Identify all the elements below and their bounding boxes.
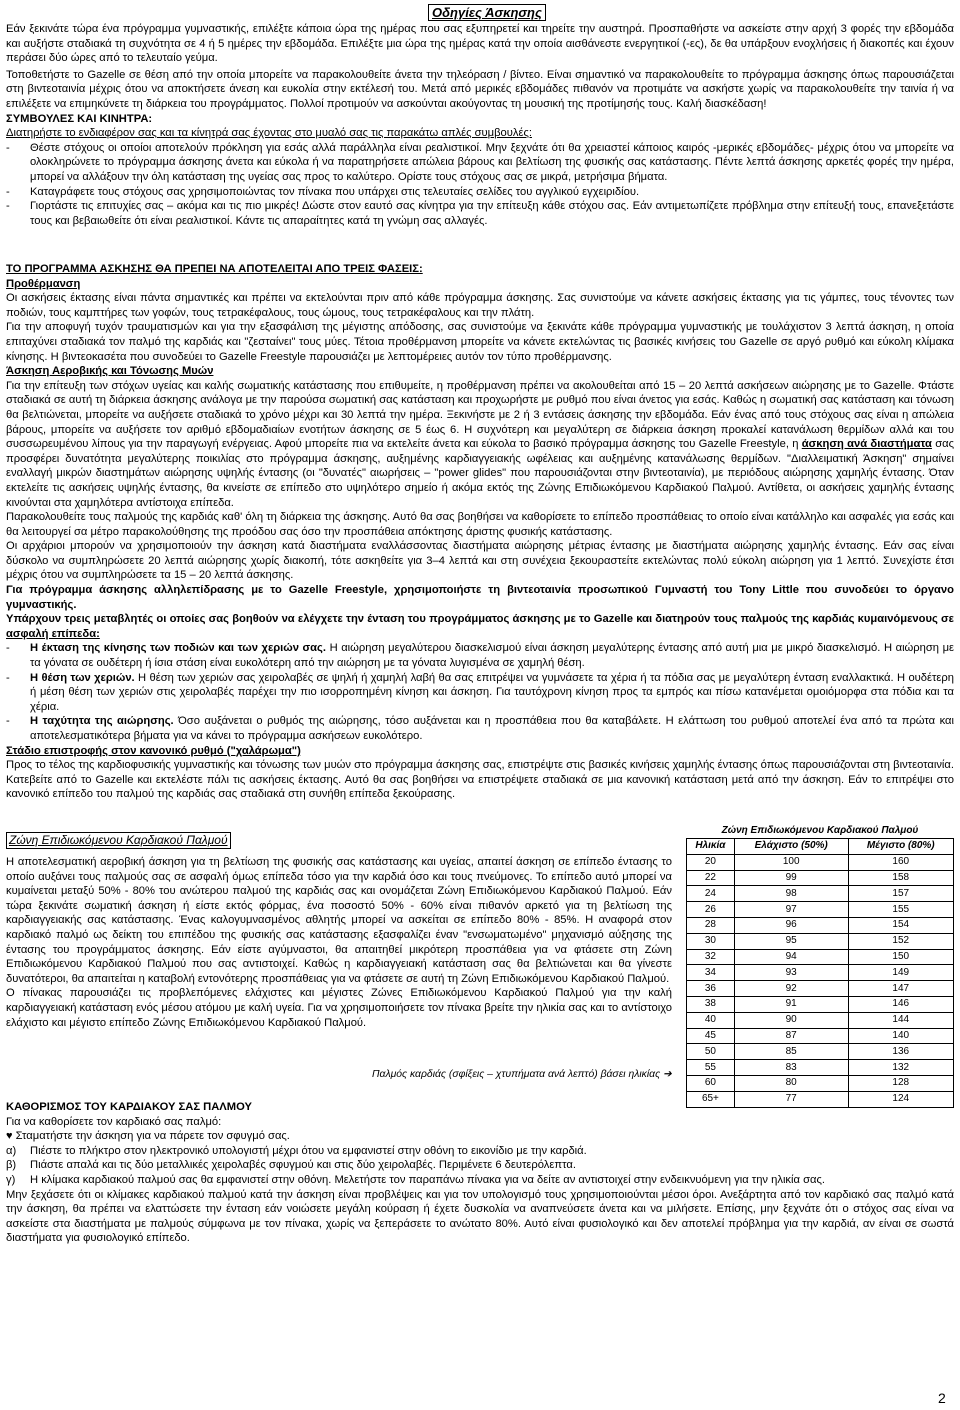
tips-item — [6, 185, 954, 200]
warmup-heading: Προθέρμανση — [6, 277, 81, 290]
step-label: α) — [6, 1144, 17, 1157]
intro-section — [6, 22, 954, 228]
variable-item-content — [30, 714, 954, 743]
variable-item — [6, 671, 954, 715]
age-cell: 45 — [687, 1028, 735, 1044]
min-cell: 98 — [734, 886, 848, 902]
table-header-max: Μέγιστο (80%) — [848, 839, 953, 855]
table-row — [687, 917, 954, 933]
step-label: β) — [6, 1159, 17, 1172]
max-cell: 124 — [848, 1091, 953, 1107]
variable-item-content — [30, 671, 954, 715]
variable-label: Η έκταση της κίνησης των ποδιών και των χεριών σας. — [30, 642, 326, 655]
heart-icon: ♥ — [6, 1130, 13, 1143]
aerobic-heading: Άσκηση Αεροβικής και Τόνωσης Μυών — [6, 365, 214, 378]
max-cell: 136 — [848, 1044, 953, 1060]
max-cell: 147 — [848, 981, 953, 997]
min-cell: 77 — [734, 1091, 848, 1107]
max-cell: 132 — [848, 1060, 953, 1076]
max-cell: 152 — [848, 933, 953, 949]
age-cell: 34 — [687, 965, 735, 981]
max-cell: 158 — [848, 870, 953, 886]
variable-label: Η ταχύτητα της αιώρησης. — [30, 715, 174, 728]
age-cell: 40 — [687, 1012, 735, 1028]
variables-intro-text: Υπάρχουν τρεις μεταβλητές οι οποίες σας βοηθούν να ελέγχετε την ένταση του προγράμματος άσκησης με το Gazelle και διατηρούν τους παλμούς της καρδιάς κυμαινόμενους σε — [6, 613, 954, 626]
zone-heading: Ζώνη Επιδιωκόμενου Καρδιακού Παλμού — [6, 832, 231, 849]
age-cell: 24 — [687, 886, 735, 902]
table-row — [687, 949, 954, 965]
pulse-section — [6, 1100, 954, 1246]
bullet-dash: - — [6, 141, 10, 154]
step-text: Πιάστε απαλά και τις δύο μεταλλικές χειρολαβές σφυγμού και στις δύο χειρολαβές. Περιμένετε 6 δευτερόλεπτα. — [30, 1159, 576, 1172]
bullet-dash: - — [6, 671, 10, 684]
variable-text: Όσο αυξάνεται ο ρυθμός της αιώρησης, τόσο αυξάνεται και η προσπάθεια που θα καταβάλετε. Η ελάττωση του ρυθμού αποτελεί ένα από τα πρώτα και αποτελεσματικότερα βήματα για να κάνει το πρόγραμμα ασκήσεων ευκολότερο. — [30, 715, 954, 742]
zone-section — [6, 855, 672, 1030]
pulse-step — [6, 1173, 954, 1188]
age-cell: 38 — [687, 996, 735, 1012]
max-cell: 150 — [848, 949, 953, 965]
aerobic-paragraph-2: Παρακολουθείτε τους παλμούς της καρδιάς καθ' όλη τη διάρκεια της άσκησης. Αυτό θα σας βοηθήσει να καθορίσετε το επίπεδο προσπάθειας το οποίο είναι κατάλληλο και ασφαλές για εσάς και θα λειτουργεί σα μέτρο παρακολούθησης της προόδου σας όσο την προσπάθεια απόκτησης άριστης φυσικής κατάστασης. — [6, 511, 955, 538]
pulse-step — [6, 1158, 954, 1173]
table-row — [687, 996, 954, 1012]
max-cell: 128 — [848, 1075, 953, 1091]
table-row — [687, 933, 954, 949]
bullet-dash: - — [6, 200, 10, 213]
min-cell: 93 — [734, 965, 848, 981]
step-label: γ) — [6, 1173, 16, 1186]
table-row — [687, 981, 954, 997]
age-cell: 65+ — [687, 1091, 735, 1107]
variables-intro-safe: ασφαλή επίπεδα: — [6, 627, 100, 640]
max-cell: 157 — [848, 886, 953, 902]
age-cell: 36 — [687, 981, 735, 997]
phases-section — [6, 262, 954, 802]
table-body — [687, 854, 954, 1107]
aerobic-text: Για την επίτευξη των στόχων υγείας και καλής σωματικής κατάστασης που επιθυμείτε, η προθέρμανση πρέπει να ακολουθείται από 15 – 20 λεπτά ασκήσεων αιώρησης με το Gazelle. Φτάστε σταδιακά σε αυτή τη διάρκεια άσκησης ανάλογα με την παρούσα σωματική σας κατάσταση και προχωρήστε με ρυθμό που είναι άνετος για εσάς. Καθώς η σωματική σας κατάσταση και τόνωση θα βελτιώνεται, μπορείτε να αυξήσετε σταδιακά το χρόνο μέχρι και 30 λεπτά την ημέρα. Ξεκινήστε με 2 ή 3 εντάσεις άσκησης την εβδομάδα. Εάν ένας από τους στόχους σας είναι η απώλεια βάρους, μπορείτε να αυξήσετε τον αριθμό εβδομαδιαίων ενοτήτων άσκησης σε 5 έως 6. Η συχνότερη και μεγαλύτερη σε διάρκεια άσκηση προκαλεί κατανάλωση θερμίδων αλλά και του συσσωρευμένου λίπους για την παραγωγή ενέργειας. Αφού μπορείτε πια να εκτελείτε άνετα και εύκολα το βασικό πρόγραμμα άσκησης του Gazelle Freestyle, η — [6, 379, 954, 451]
pulse-heart-line — [6, 1129, 954, 1144]
bullet-dash: - — [6, 715, 10, 728]
tips-lead: Διατηρήστε το ενδιαφέρον σας και τα κίνητρά σας έχοντας στο μυαλό σας τις παρακάτω απλές συμβουλές: — [6, 127, 532, 140]
min-cell: 85 — [734, 1044, 848, 1060]
table-row — [687, 1075, 954, 1091]
table-caption-text: Παλμός καρδιάς (σφίξεις – χτυπήματα ανά λεπτό) βάσει ηλικίας — [372, 1069, 661, 1080]
age-cell: 22 — [687, 870, 735, 886]
max-cell: 154 — [848, 917, 953, 933]
min-cell: 91 — [734, 996, 848, 1012]
right-arrow-icon: ➔ — [663, 1069, 672, 1080]
min-cell: 92 — [734, 981, 848, 997]
age-cell: 55 — [687, 1060, 735, 1076]
min-cell: 95 — [734, 933, 848, 949]
heart-line-text: Σταματήστε την άσκηση για να πάρετε τον σφυγμό σας. — [15, 1130, 290, 1143]
variable-text: Η θέση των χεριών σας χειρολαβές σε ψηλή ή χαμηλή λαβή θα σας επιτρέψει να γυμνάσετε τα χέρια ή τα πόδια σας με μεγαλύτερη ένταση εναλλακτικά. Η ουδέτερη ή μέση θέση των χεριών στις χειρολαβές παρέχει την πιο ισορροπημένη κίνηση και άσκηση. Για ταυτόχρονη κίνηση προς τα εμπρός και πίσω κατανέμεται ομοιόμορφα στα πόδια και τα χέρια. — [30, 671, 954, 713]
table-title: Ζώνη Επιδιωκόμενου Καρδιακού Παλμού — [721, 825, 919, 836]
age-cell: 28 — [687, 917, 735, 933]
max-cell: 144 — [848, 1012, 953, 1028]
phases-heading: ΤΟ ΠΡΟΓΡΑΜΜΑ ΑΣΚΗΣΗΣ ΘΑ ΠΡΕΠΕΙ ΝΑ ΑΠΟΤΕΛΕΙΤΑΙ ΑΠΟ ΤΡΕΙΣ ΦΑΣΕΙΣ: — [6, 263, 423, 275]
table-row — [687, 886, 954, 902]
interval-training-term: άσκηση ανά διαστήματα — [801, 438, 932, 451]
min-cell: 80 — [734, 1075, 848, 1091]
warmup-paragraph-1: Οι ασκήσεις έκτασης είναι πάντα σημαντικές και πρέπει να εκτελούνται πριν από κάθε πρόγραμμα άσκησης. Σας συνιστούμε να κάνετε ασκήσεις έκτασης για τις γάμπες, τους τένοντες των ποδιών, τους καμπτήρες των γοφών, τους τετρακέφαλους, τους ώμους, τους τετρακέφαλους και την πλάτη. — [6, 292, 954, 319]
warmup-paragraph-2: Για την αποφυγή τυχόν τραυματισμών και για την εξασφάλιση της μέγιστης απόδοσης, σας συνιστούμε να ξεκινάτε κάθε πρόγραμμα γυμναστικής με τουλάχιστον 3 λεπτά άσκηση, η οποία επιταχύνει σταδιακά τον παλμό της καρδιάς και "ζεσταίνει" τους μύες. Τέτοια προθέρμανση μπορείτε να κάνετε εκτελώντας τις βασικές κινήσεις του Gazelle σε αργό ρυθμό και εύκολη κλίμακα κίνησης. Η βιντεοκασέτα που συνοδεύει το Gazelle Freestyle παρουσιάζει με λεπτομέρειες αυτόν τον τύπο προθέρμανσης. — [6, 321, 954, 363]
age-cell: 20 — [687, 854, 735, 870]
aerobic-paragraph-1 — [6, 379, 954, 510]
age-cell: 30 — [687, 933, 735, 949]
intro-paragraph-1: Εάν ξεκινάτε τώρα ένα πρόγραμμα γυμναστικής, επιλέξτε κάποια ώρα της ημέρας που σας εξυπηρετεί και τηρείτε την αυστηρά. Προσπαθήστε να ασκείστε στην αρχή 3 φορές την εβδομάδα και αυξήστε σταδιακά τη συχνότητα σε 4 ή 5 ημέρες την εβδομάδα. Επιλέξτε μια ώρα της ημέρας κατά την οποία αισθάνεστε ενεργητικοί (-ες), δε θα υπάρξουν ενοχλήσεις ή διακοπές και έχουν περάσει δύο ώρες από το τελευταίο γεύμα. — [6, 23, 954, 65]
table-caption — [372, 1068, 672, 1080]
table-row — [687, 854, 954, 870]
min-cell: 100 — [734, 854, 848, 870]
variable-text: Η αιώρηση μεγαλύτερου διασκελισμού είναι άσκηση μεγαλύτερης έντασης από αυτή μια με μικρό διασκελισμό. Η αιώρηση με τα γόνατα σε ουδέτερη ή ίσια στάση είναι ευκολότερη από την αιώρηση με τα γόνατα λυγισμένα σε χαμηλή θέση. — [30, 642, 955, 670]
tips-item-text: Γιορτάστε τις επιτυχίες σας – ακόμα και τις πιο μικρές! Δώστε στον εαυτό σας κίνητρα για την επίτευξη κάθε στόχου σας. Εάν αντιμετωπίζετε πρόβλημα στην επίτευξή τους, επανεξετάστε τους και βεβαιωθείτε ότι είναι ρεαλιστικοί. Κάντε τις απαραίτητες κατά τη γνώμη σας αλλαγές. — [30, 200, 954, 227]
min-cell: 97 — [734, 902, 848, 918]
variable-item — [6, 641, 954, 670]
zone-paragraph-1: Η αποτελεσματική αεροβική άσκηση για τη βελτίωση της φυσικής σας κατάστασης και υγείας, απαιτεί άσκηση σε επίπεδο έντασης το οποίο αυξάνει τους παλμούς σας σε ασφαλή όμως επίπεδα τόσο για την καρδιά όσο και τους πνεύμονες. Το επίπεδο αυτό μπορεί να κυμαίνεται μεταξύ 50% - 80% του ανώτερου παλμού της καρδιάς σας και ονομάζεται Ζώνη Επιδιωκόμενου Καρδιακού Παλμού. Εάν τώρα ξεκινάτε σωματική άσκηση ή είστε εκτός φόρμας, ένα ποσοστό 50% - 60% είναι πιθανόν αρκετό για τη βελτίωση της καρδιαγγειακής σας κατάστασης. Ένας καλογυμνασμένος αθλητής μπορεί να ασκείται σε επίπεδο 80% - 85%. Η αναφορά στον καρδιακό παλμό ως δείκτη του επιπέδου της φυσικής σας κατάστασης εξασφαλίζει έναν "ενσωματωμένο" μηχανισμό αύξησης της έντασης του προγράμματος άσκησης. Εάν είστε αγύμναστοι, θα απαιτηθεί μικρότερη προσπάθεια για να φτάσετε στη Ζώνη Επιδιωκόμενου Καρδιακού Παλμού που σας αντιστοιχεί. Καθώς η καρδιαγγειακή κατάσταση σας θα βελτιώνεται και θα γίνεστε δυνατότεροι, θα απαιτείται η καταβολή εντονότερης προσπάθειας για να φτάσετε σε αυτή τη Ζώνη Επιδιωκόμενου Καρδιακού Παλμού. — [6, 856, 672, 985]
variable-item-content — [30, 641, 954, 670]
step-text: Η κλίμακα καρδιακού παλμού σας θα εμφανιστεί στην οθόνη. Μελετήστε τον παραπάνω πίνακα για να δείτε αν αντιστοιχεί στην ενδεικνυόμενη για την ηλικία σας. — [30, 1173, 825, 1186]
aerobic-paragraph-3: Οι αρχάριοι μπορούν να χρησιμοποιούν την άσκηση κατά διαστήματα εναλλάσσοντας διαστήματα αιώρησης μέτριας έντασης με διαστήματα αιώρησης χαμηλής έντασης. Εάν σας είναι δύσκολο να συμπληρώσετε 20 λεπτά αιώρησης χωρίς διακοπή, τότε ασκηθείτε για 3–4 λεπτά και στη συνέχεια ξεκουραστείτε εκτελώντας πολύ εύκολη αιώρηση για 1 λεπτό. Συνεχίστε έτσι μέχρις ότου να συμπληρώσετε τα 15 – 20 λεπτά άσκησης. — [6, 540, 954, 582]
table-row — [687, 1028, 954, 1044]
pulse-closing: Μην ξεχάσετε ότι οι κλίμακες καρδιακού παλμού κατά την άσκηση είναι προβλέψεις και για τον υπολογισμό τους χρησιμοποιούνται μέσοι όροι. Ανεξάρτητα από τον καρδιακό σας παλμό κατά την άσκηση, θα πρέπει να ελαττώσετε την ένταση εάν νοιώσετε μεγάλη κούραση ή έχετε δυσκολία να αναπνεύσετε άνετα και να μιλήσετε. Επίσης, μην ξεχνάτε ότι ο στόχος σας είναι να ασκείστε στα διαστήματα με παλμούς σύμφωνα με τον πίνακα, χωρίς να ξεπεράσετε το ανώτατο 80%. Αυτό είναι φυσιολογικό και δεν αποτελεί πρόβλημα για την καρδιά, αν είναι σε σωστά διαστήματα για φυσιολογικό επίπεδο. — [6, 1188, 954, 1245]
min-cell: 90 — [734, 1012, 848, 1028]
table-row — [687, 965, 954, 981]
step-text: Πιέστε το πλήκτρο στον ηλεκτρονικό υπολογιστή μέχρι ότου να εμφανιστεί στην οθόνη το εικονίδιο με την καρδιά. — [30, 1144, 587, 1157]
max-cell: 155 — [848, 902, 953, 918]
tips-item-text: Καταγράφετε τους στόχους σας χρησιμοποιώντας τον πίνακα που υπάρχει στις τελευταίες σελίδες του αγγλικού εγχειριδίου. — [30, 185, 640, 198]
table-row — [687, 1044, 954, 1060]
min-cell: 83 — [734, 1060, 848, 1076]
bullet-dash: - — [6, 642, 10, 655]
variable-label: Η θέση των χεριών. — [30, 671, 135, 684]
age-cell: 60 — [687, 1075, 735, 1091]
tips-item — [6, 199, 954, 228]
cooldown-heading: Στάδιο επιστροφής στον κανονικό ρυθμό ("χαλάρωμα") — [6, 744, 301, 757]
video-note: Για πρόγραμμα άσκησης αλληλεπίδρασης με το Gazelle Freestyle, χρησιμοποιήστε τη βιντεοταινία προσωπικού Γυμναστή του Tony Little που συνοδεύει το όργανο γυμναστικής. — [6, 584, 954, 611]
max-cell: 160 — [848, 854, 953, 870]
heart-rate-table — [686, 824, 954, 1108]
table-row — [687, 1060, 954, 1076]
cooldown-paragraph: Προς το τέλος της καρδιοφυσικής γυμναστικής και τόνωσης των μυών στο πρόγραμμα άσκησης σας, επιστρέψτε στις βασικές κινήσεις χαμηλής έντασης όπως παρουσιάζονται στη βιντεοταινία. Κατεβείτε από το Gazelle και εκτελέστε πάλι τις ασκήσεις έκτασης. Αυτό θα σας βοηθήσει να επιστρέψετε σταδιακά σε μια κανονική κατάσταση μετά από την άσκηση. Εάν το επιτρέψει στο κανονικό επίπεδο του παλμού της καρδιάς σας σταδιακά στη συνήθη επίπεδα ξεκούρασης. — [6, 759, 954, 801]
age-cell: 32 — [687, 949, 735, 965]
age-cell: 50 — [687, 1044, 735, 1060]
tips-heading: ΣΥΜΒΟΥΛΕΣ ΚΑΙ ΚΙΝΗΤΡΑ: — [6, 112, 153, 125]
tips-item-text: Θέστε στόχους οι οποίοι αποτελούν πρόκληση για εσάς αλλά παράλληλα είναι ρεαλιστικοί. Μην ξεχνάτε ότι θα χρειαστεί κάποιος καιρός -μερικές εβδομάδες- μέχρις ότου να μπορείτε να ολοκληρώνετε το πρόγραμμα άσκησης άνετα και εύκολα ή να παρατηρήσετε απώλεια βάρους και βελτίωση της φυσικής σας κατάστασης. Πέντε λεπτά άσκησης αρκετές φορές την ημέρα, μπορεί να αλλάξουν την όλη κατάσταση της υγείας σας προς το καλύτερο. Ορίστε τους στόχους σας σε μικρά, μετρήσιμα βήματα. — [30, 141, 954, 183]
pulse-lead: Για να καθορίσετε τον καρδιακό σας παλμό: — [6, 1115, 222, 1128]
min-cell: 99 — [734, 870, 848, 886]
min-cell: 87 — [734, 1028, 848, 1044]
max-cell: 149 — [848, 965, 953, 981]
variables-intro — [6, 612, 954, 641]
table-row — [687, 1012, 954, 1028]
max-cell: 146 — [848, 996, 953, 1012]
page-number: 2 — [938, 1390, 946, 1406]
table-header-min: Ελάχιστο (50%) — [734, 839, 848, 855]
bullet-dash: - — [6, 185, 10, 198]
zone-paragraph-2: Ο πίνακας παρουσιάζει τις προβλεπόμενες ελάχιστες και μέγιστες Ζώνες Επιδιωκόμενου Καρδιακού Παλμού για την καλή καρδιαγγειακή κατάσταση ενός μέσου ατόμου με καλή υγεία. Για να χρησιμοποιήσετε τον πίνακα βρείτε την ηλικία σας και το αντίστοιχο ελάχιστο και μέγιστο επίπεδο Ζώνης Επιδιωκόμενου Καρδιακού Παλμού. — [6, 987, 672, 1029]
variable-item — [6, 714, 954, 743]
document-title: Οδηγίες Άσκησης — [428, 4, 546, 21]
pulse-step — [6, 1144, 954, 1159]
max-cell: 140 — [848, 1028, 953, 1044]
table-header-age: Ηλικία — [687, 839, 735, 855]
age-cell: 26 — [687, 902, 735, 918]
pulse-heading: ΚΑΘΟΡΙΣΜΟΣ ΤΟΥ ΚΑΡΔΙΑΚΟΥ ΣΑΣ ΠΑΛΜΟΥ — [6, 1101, 252, 1113]
aerobic-text-continued: σας προσφέρει δυνατότητα μεγαλύτερης ποικιλίας στο πρόγραμμα άσκησης, αυξημένης καρδιαγγειακής ωφέλειας και αυξημένης κατανάλωσης θερμίδων. "Διαλλειματική Άσκηση" σημαίνει εναλλαγή μικρών διαστημάτων αιώρησης υψηλής έντασης (οι "δυνατές" αιωρήσεις – "power glides" που παρουσιάζονται στην βιντεοταινία), με περιόδους αιώρησης χαμηλής έντασης. Όταν εκτελείτε τις ασκήσεις υψηλής έντασης, θα κινείστε σε επίπεδο στο υψηλότερο σημείο ή ακόμα εκτός της Ζώνης Επιδιωκόμενου Καρδιακού Παλμού. Αντίθετα, οι ασκήσεις χαμηλής έντασης κινούνται στα χαμηλότερα αντίστοιχα επίπεδα. — [6, 438, 955, 509]
table-row — [687, 870, 954, 886]
tips-item — [6, 141, 954, 185]
min-cell: 96 — [734, 917, 848, 933]
table-row — [687, 902, 954, 918]
intro-paragraph-2: Τοποθετήστε το Gazelle σε θέση από την οποία μπορείτε να παρακολουθείτε άνετα την τηλεόραση / βίντεο. Είναι σημαντικό να παρακολουθείτε το πρόγραμμα άσκησης όπως παρουσιάζεται στη βιντεοταινία μέχρις ότου να αποκτήσετε άνεση και ευκολία στην εκτέλεσή του. Μετά από μερικές εβδομάδες πιθανόν να προτιμάτε να ασκήστε χωρίς να παρακολουθείτε την ταινία ή να επιλέξετε να επιμηκύνετε τη διάρκεια του προγράμματος. Πολλοί προτιμούν να ασκούνται ακούγοντας τη μουσική της προτίμησής τους. Καλή διασκέδαση! — [6, 68, 954, 110]
min-cell: 94 — [734, 949, 848, 965]
